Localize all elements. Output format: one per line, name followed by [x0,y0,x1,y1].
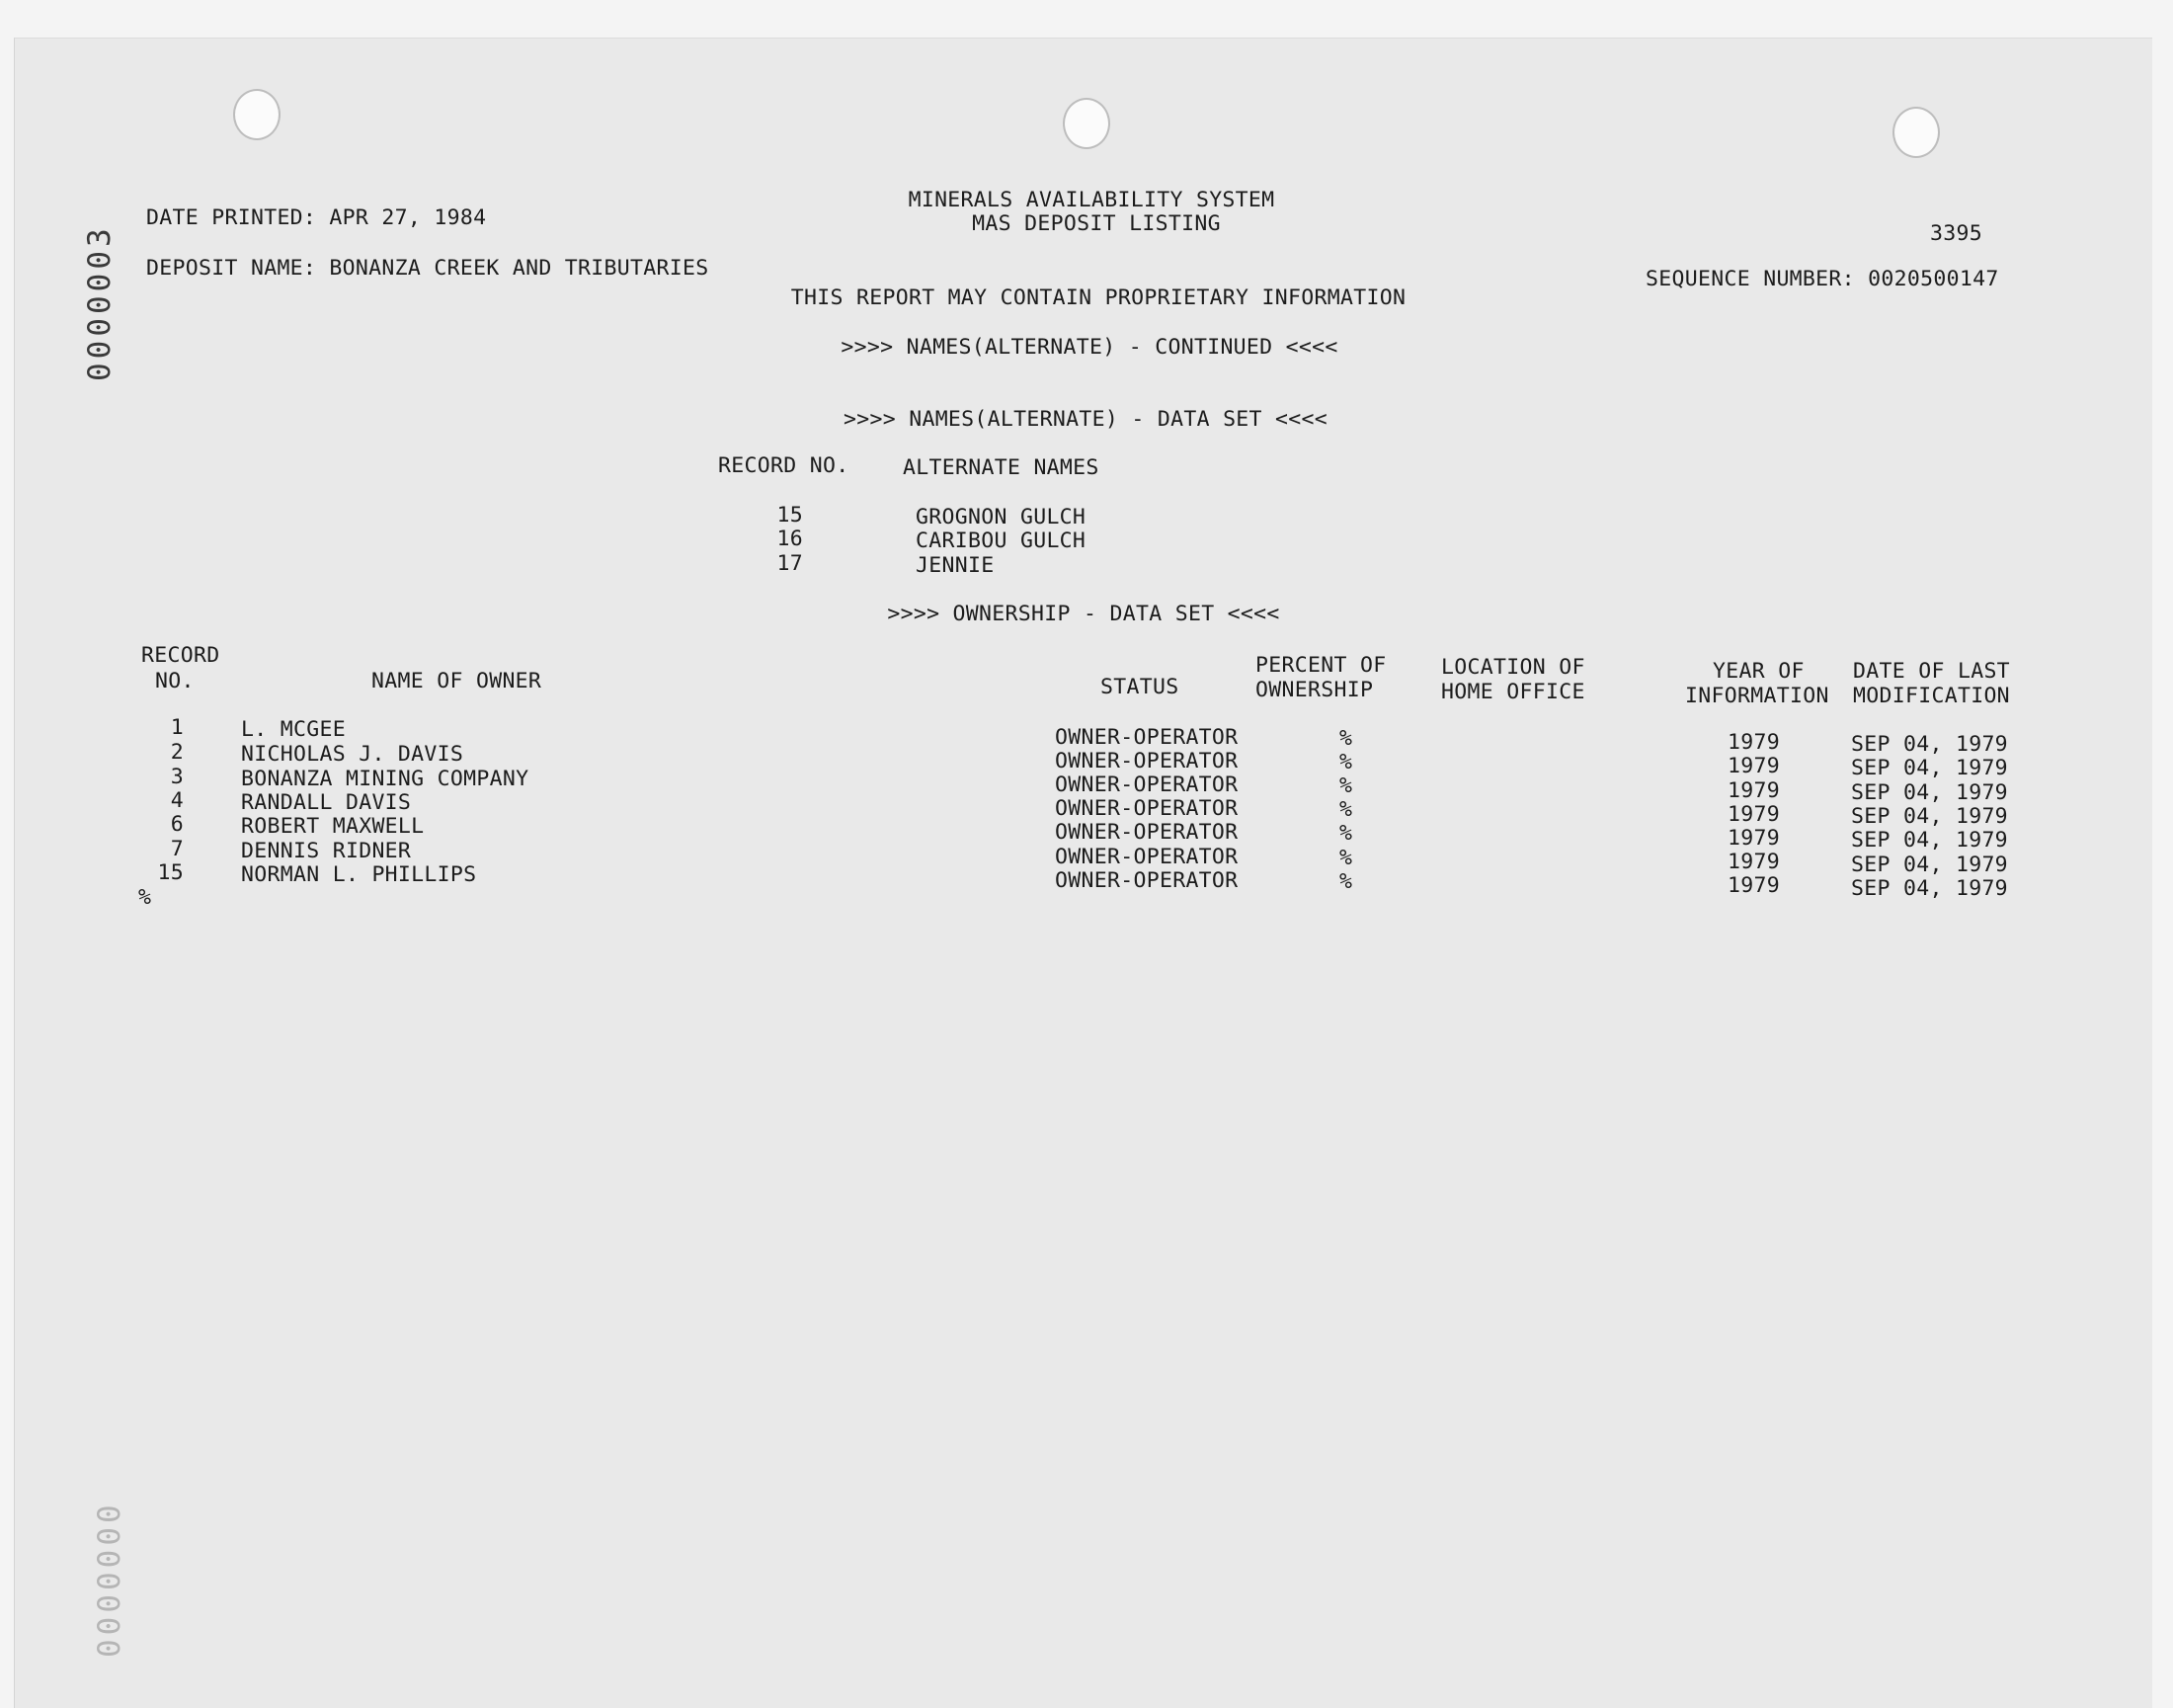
ownership-percent: % [1339,821,1353,846]
ownership-status: OWNER-OPERATOR [1055,868,1239,893]
ownership-year: 1979 [1728,754,1780,778]
ownership-percent: % [1339,726,1353,751]
ownership-col-date-1: DATE OF LAST [1853,659,2010,684]
alternate-names-col-names: ALTERNATE NAMES [903,455,1099,480]
ownership-owner: RANDALL DAVIS [241,790,412,815]
alternate-name-record: 16 [776,527,803,551]
ownership-col-date-2: MODIFICATION [1853,684,2010,708]
alternate-names-continued-heading: >>>> NAMES(ALTERNATE) - CONTINUED <<<< [841,335,1338,360]
ownership-trailing-mark: % [138,885,152,910]
ownership-date: SEP 04, 1979 [1851,876,2008,901]
ownership-status: OWNER-OPERATOR [1055,725,1239,750]
proprietary-notice: THIS REPORT MAY CONTAIN PROPRIETARY INFORMATION [790,285,1407,310]
alternate-name-record: 15 [776,503,803,528]
ownership-col-owner: NAME OF OWNER [371,669,542,693]
ownership-percent: % [1339,797,1353,822]
ownership-year: 1979 [1728,730,1780,755]
ownership-date: SEP 04, 1979 [1851,804,2008,829]
ownership-percent: % [1339,773,1353,798]
ownership-owner: ROBERT MAXWELL [241,814,425,839]
ownership-col-location-2: HOME OFFICE [1441,680,1585,704]
ownership-record: 15 [157,860,184,885]
ownership-percent: % [1339,869,1353,894]
ownership-status: OWNER-OPERATOR [1055,820,1239,845]
ownership-record: 6 [170,812,184,837]
ownership-col-year-1: YEAR OF [1713,659,1805,684]
alternate-names-col-record: RECORD NO. [718,453,849,478]
alternate-name: CARIBOU GULCH [916,529,1086,553]
deposit-name: DEPOSIT NAME: BONANZA CREEK AND TRIBUTARIES [146,256,709,281]
ownership-col-record-1: RECORD [141,643,220,668]
punch-hole-right [1892,107,1940,158]
ownership-record: 2 [170,740,184,765]
ownership-year: 1979 [1728,873,1780,898]
alternate-name-record: 17 [776,551,803,576]
ownership-date: SEP 04, 1979 [1851,853,2008,877]
ownership-percent: % [1339,846,1353,870]
ownership-record: 7 [170,837,184,861]
punch-hole-center [1063,98,1110,149]
ownership-year: 1979 [1728,850,1780,874]
ownership-date: SEP 04, 1979 [1851,732,2008,757]
alternate-names-data-set-heading: >>>> NAMES(ALTERNATE) - DATA SET <<<< [843,407,1328,432]
ownership-status: OWNER-OPERATOR [1055,796,1239,821]
ownership-year: 1979 [1728,802,1780,827]
ownership-col-location-1: LOCATION OF [1441,655,1585,680]
system-title: MINERALS AVAILABILITY SYSTEM [908,188,1275,212]
ownership-col-status: STATUS [1100,675,1179,699]
ownership-status: OWNER-OPERATOR [1055,749,1239,773]
ownership-record: 4 [170,788,184,813]
ownership-date: SEP 04, 1979 [1851,756,2008,780]
side-serial-number: 0000003 [82,224,118,381]
ownership-owner: NICHOLAS J. DAVIS [241,742,464,767]
alternate-name: JENNIE [916,553,995,578]
punch-hole-left [233,89,281,140]
ownership-col-year-2: INFORMATION [1685,684,1829,708]
ownership-percent: % [1339,750,1353,774]
ownership-record: 1 [170,715,184,740]
side-serial-number-faint: 0000000 [92,1501,127,1658]
ownership-data-set-heading: >>>> OWNERSHIP - DATA SET <<<< [887,602,1280,626]
alternate-name: GROGNON GULCH [916,505,1086,529]
listing-title: MAS DEPOSIT LISTING [972,211,1221,236]
ownership-col-percent-1: PERCENT OF [1255,653,1387,678]
ownership-year: 1979 [1728,778,1780,803]
ownership-owner: DENNIS RIDNER [241,839,412,863]
date-printed: DATE PRINTED: APR 27, 1984 [146,205,487,230]
ownership-owner: NORMAN L. PHILLIPS [241,862,477,887]
ownership-record: 3 [170,765,184,789]
ownership-status: OWNER-OPERATOR [1055,845,1239,869]
ownership-date: SEP 04, 1979 [1851,828,2008,853]
ownership-col-record-2: NO. [155,669,195,693]
ownership-owner: BONANZA MINING COMPANY [241,767,529,791]
ownership-col-percent-2: OWNERSHIP [1255,678,1374,702]
ownership-status: OWNER-OPERATOR [1055,773,1239,797]
ownership-date: SEP 04, 1979 [1851,780,2008,805]
sequence-number: SEQUENCE NUMBER: 0020500147 [1646,267,1999,291]
ownership-owner: L. MCGEE [241,717,346,742]
ownership-year: 1979 [1728,826,1780,851]
page-number: 3395 [1930,221,1982,246]
